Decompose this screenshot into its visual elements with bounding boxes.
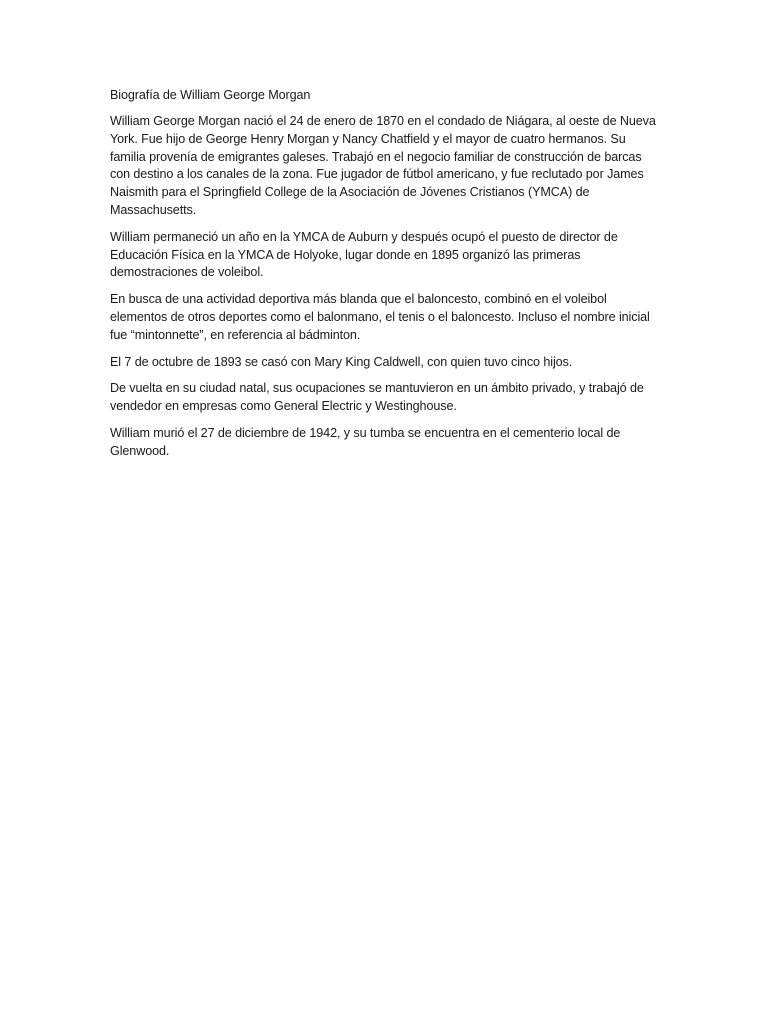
document-body <box>110 86 662 470</box>
paragraph-marriage: El 7 de octubre de 1893 se casó con Mary King Caldwell, con quien tuvo cinco hijos. <box>110 354 573 369</box>
paragraph-career: De vuelta en su ciudad natal, sus ocupaciones se mantuvieron en un ámbito privado, y trabajó de vendedor en empresas como General Electric y Westinghouse. <box>110 381 644 414</box>
paragraph-volleyball: En busca de una actividad deportiva más blanda que el baloncesto, combinó en el voleibol elementos de otros deportes como el balonmano, el tenis o el baloncesto. Incluso el nombre inicial fue “mintonnette”, en referencia al bádminton. <box>110 292 650 342</box>
document-title: Biografía de William George Morgan <box>110 88 311 102</box>
paragraph-death: William murió el 27 de diciembre de 1942, y su tumba se encuentra en el cementerio local de Glenwood. <box>110 425 621 458</box>
paragraph-ymca: William permaneció un año en la YMCA de Auburn y después ocupó el puesto de director de Educación Física en la YMCA de Holyoke, lugar donde en 1895 organizó las primeras demostraciones de voleibol. <box>110 229 618 280</box>
paragraph-birth: William George Morgan nació el 24 de enero de 1870 en el condado de Niágara, al oeste de Nueva York. Fue hijo de George Henry Morgan y Nancy Chatfield y el mayor de cuatro hermanos. Su familia provenía de emigrantes galeses. Trabajó en el negocio familiar de construcción de barcas con destino a los canales de la zona. Fue jugador de fútbol americano, y fue reclutado por James Naismith para el Springfield College de la Asociación de Jóvenes Cristianos (YMCA) de Massachusetts. <box>110 114 656 217</box>
